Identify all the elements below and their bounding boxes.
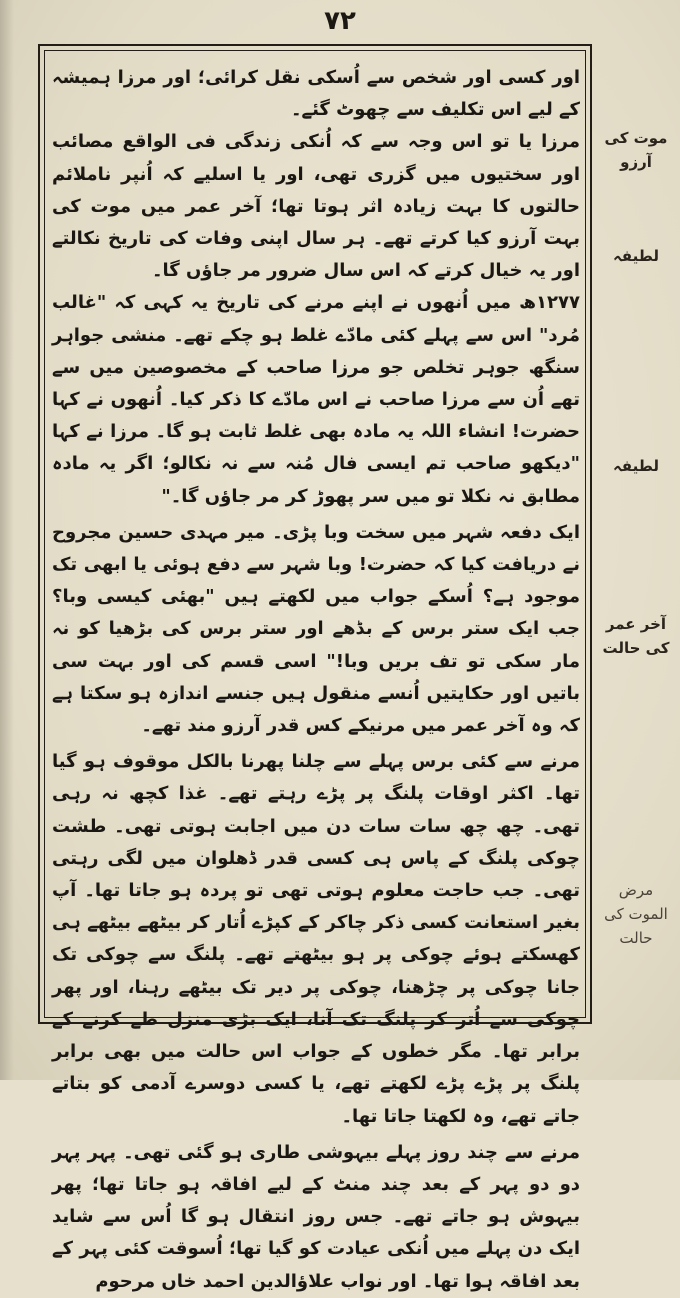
- page-number: ۷۲: [324, 6, 356, 36]
- binding-gutter-shadow: [0, 0, 14, 1080]
- paragraph-1: اور کسی اور شخص سے اُسکی نقل کرائی؛ اور مرزا ہمیشہ کے لیے اس تکلیف سے چھوٹ گئے۔: [52, 67, 580, 121]
- paragraph-5: مرنے سے کئی برس پہلے سے چلنا پھرنا بالکل موقوف ہو گیا تھا۔ اکثر اوقات پلنگ پر پڑے رہتے تھے۔ غذا کچھ نہ رہی تھی۔ چھ چھ سات سات دن میں اجابت ہوتی تھی۔ طشت چوکی پلنگ کے پاس ہی کسی قدر ڈھلوان میں لگی رہتی تھی۔ جب حاجت معلوم ہوتی تھی تو پردہ ہو جاتا تھا۔ آپ بغیر استعانت کسی ذکر چاکر کے کپڑے اُتار کر بیٹھے بیٹھے ہی کھسکتے ہوئے چوکی پر ہو بیٹھتے تھے۔ پلنگ سے چوکی تک جانا چوکی پر چڑھنا، چوکی پر دیر تک بیٹھے رہنا، اور پھر چوکی سے اُتر کر پلنگ تک آنا، ایک بڑی منزل طے کرنے کے برابر تھا۔ مگر خطوں کے جواب اس حالت میں بھی برابر پلنگ پر پڑے پڑے لکھتے تھے، یا کسی دوسرے آدمی کو بتاتے جاتے تھے، وہ لکھتا جاتا تھا۔: [52, 751, 580, 1127]
- paragraph-4: ایک دفعہ شہر میں سخت وبا پڑی۔ میر مہدی حسین مجروح نے دریافت کیا کہ حضرت! وبا شہر سے دفع ہوئی یا ابھی تک موجود ہے؟ اُسکے جواب میں لکھتے ہیں "بھئی کیسی وبا؟ جب ایک ستر برس کے بڈھے اور ستر برس کی بڑھیا کو نہ مار سکی تو تف بریں وبا!" اسی قسم کی اور بہت سی باتیں اور حکایتیں اُنسے منقول ہیں جنسے اندازہ ہو سکتا ہے کہ وہ آخر عمر میں مرنیکے کس قدر آرزو مند تھے۔: [52, 521, 580, 737]
- margin-note-death-wish: موت کی آرزو: [604, 129, 668, 171]
- paragraph-2: مرزا یا تو اس وجہ سے کہ اُنکی زندگی فی الواقع مصائب اور سختیوں میں گزری تھی، اور یا اسلیے کہ اُنپر ناملائم حالتوں کا بہت زیادہ اثر ہوتا تھا؛ آخر عمر میں موت کی بہت آرزو کیا کرتے تھے۔ ہر سال اپنی وفات کی تاریخ نکالتے اور یہ خیال کرتے کہ اس سال ضرور مر جاؤں گا۔: [52, 131, 580, 282]
- margin-note-last-years: آخر عمر کی حالت: [602, 615, 670, 657]
- paragraph-6: مرنے سے چند روز پہلے بیہوشی طاری ہو گئی تھی۔ پہر پہر دو دو پہر کے بعد چند منٹ کے لیے افاقہ ہو جاتا تھا؛ پھر بیہوش ہو جاتے تھے۔ جس روز انتقال ہو گا اُس سے شاید ایک دن پہلے میں اُنکی عیادت کو گیا تھا؛ اُسوقت کئی پہر کے بعد افاقہ ہوا تھا۔ اور نواب علاؤالدین احمد خاں مرحوم: [52, 1141, 580, 1292]
- margin-note-anecdote-2: لطیفہ: [613, 457, 659, 475]
- margin-note-final-illness: مرض الموت کی حالت: [604, 881, 668, 947]
- margin-note-anecdote-1: لطیفہ: [613, 247, 659, 265]
- paragraph-3: ۱۲۷۷ھ میں اُنھوں نے اپنے مرنے کی تاریخ یہ کہی کہ "غالب مُرد" اس سے پہلے کئی مادّے غلط ہو چکے تھے۔ منشی جواہر سنگھ جوہر تخلص جو مرزا صاحب کے مخصوصین میں سے تھے اُن سے مرزا صاحب نے اس مادّے کا ذکر کیا۔ اُنھوں نے کہا حضرت! انشاء اللہ یہ مادہ بھی غلط ثابت ہو گا۔ مرزا نے کہا "دیکھو صاحب تم ایسی فال مُنہ سے نہ نکالو؛ اگر یہ مادہ مطابق نہ نکلا تو میں سر پھوڑ کر مر جاؤں گا۔": [52, 292, 580, 507]
- main-text-block: [52, 62, 580, 1298]
